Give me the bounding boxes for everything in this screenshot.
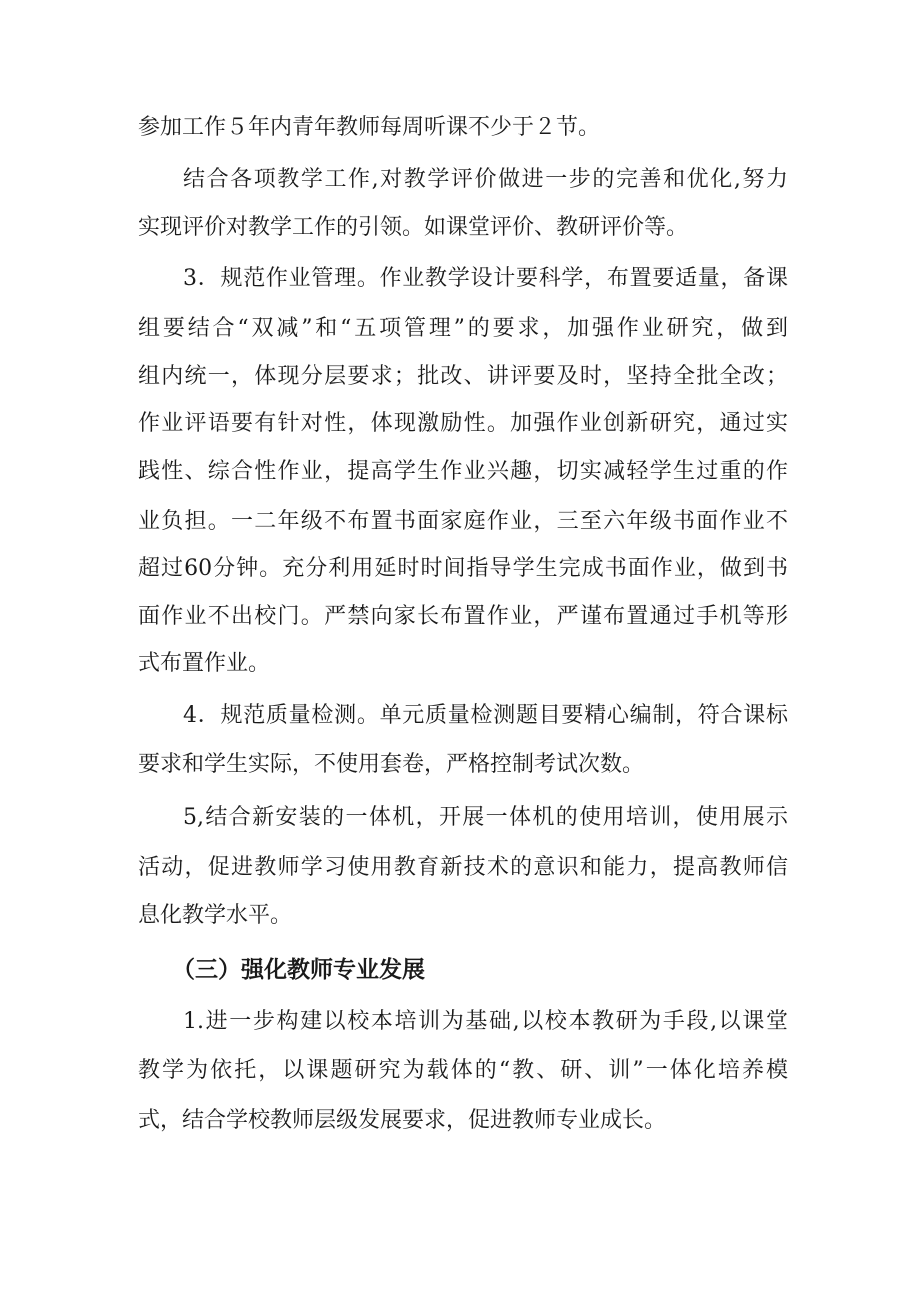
paragraph-3-line-6: 业负担。一二年级不布置书面家庭作业，三至六年级书面作业不 <box>138 509 788 534</box>
paragraph-3-line-9: 式布置作业。 <box>138 651 271 676</box>
paragraph-3-line-8: 面作业不出校门。严禁向家长布置作业，严谨布置通过手机等形 <box>138 604 788 629</box>
paragraph-5-line-2: 活动，促进教师学习使用教育新技术的意识和能力，提高教师信 <box>138 855 788 880</box>
paragraph-2-line-1: 结合各项教学工作,对教学评价做进一步的完善和优化,努力 <box>183 167 788 192</box>
paragraph-3-line-7: 超过60分钟。充分利用延时时间指导学生完成书面作业，做到书 <box>138 556 788 581</box>
section-paragraph-line-2: 教学为依托，以课题研究为载体的“教、研、训”一体化培养模 <box>138 1058 788 1083</box>
paragraph-5-line-3: 息化教学水平。 <box>138 903 293 928</box>
section-paragraph-line-3: 式，结合学校教师层级发展要求，促进教师专业成长。 <box>138 1108 667 1133</box>
paragraph-4-line-1: 4．规范质量检测。单元质量检测题目要精心编制，符合课标 <box>183 703 788 728</box>
section-paragraph-line-1: 1.进一步构建以校本培训为基础,以校本教研为手段,以课堂 <box>183 1009 788 1034</box>
paragraph-3-line-2: 组要结合“双减”和“五项管理”的要求，加强作业研究，做到 <box>138 316 788 341</box>
paragraph-3-line-4: 作业评语要有针对性，体现激励性。加强作业创新研究，通过实 <box>138 411 788 436</box>
paragraph-1-line-1: 参加工作５年内青年教师每周听课不少于２节。 <box>138 115 601 140</box>
section-heading: （三）强化教师专业发展 <box>172 957 425 983</box>
paragraph-3-line-3: 组内统一，体现分层要求；批改、讲评要及时，坚持全批全改； <box>138 364 788 389</box>
paragraph-2-line-2: 实现评价对教学工作的引领。如课堂评价、教研评价等。 <box>138 215 689 240</box>
paragraph-5-line-1: 5,结合新安装的一体机，开展一体机的使用培训，使用展示 <box>183 805 788 830</box>
paragraph-4-line-2: 要求和学生实际，不使用套卷，严格控制考试次数。 <box>138 752 645 777</box>
paragraph-3-line-5: 践性、综合性作业，提高学生作业兴趣，切实减轻学生过重的作 <box>138 459 788 484</box>
paragraph-3-line-1: 3．规范作业管理。作业教学设计要科学，布置要适量，备课 <box>183 266 788 291</box>
